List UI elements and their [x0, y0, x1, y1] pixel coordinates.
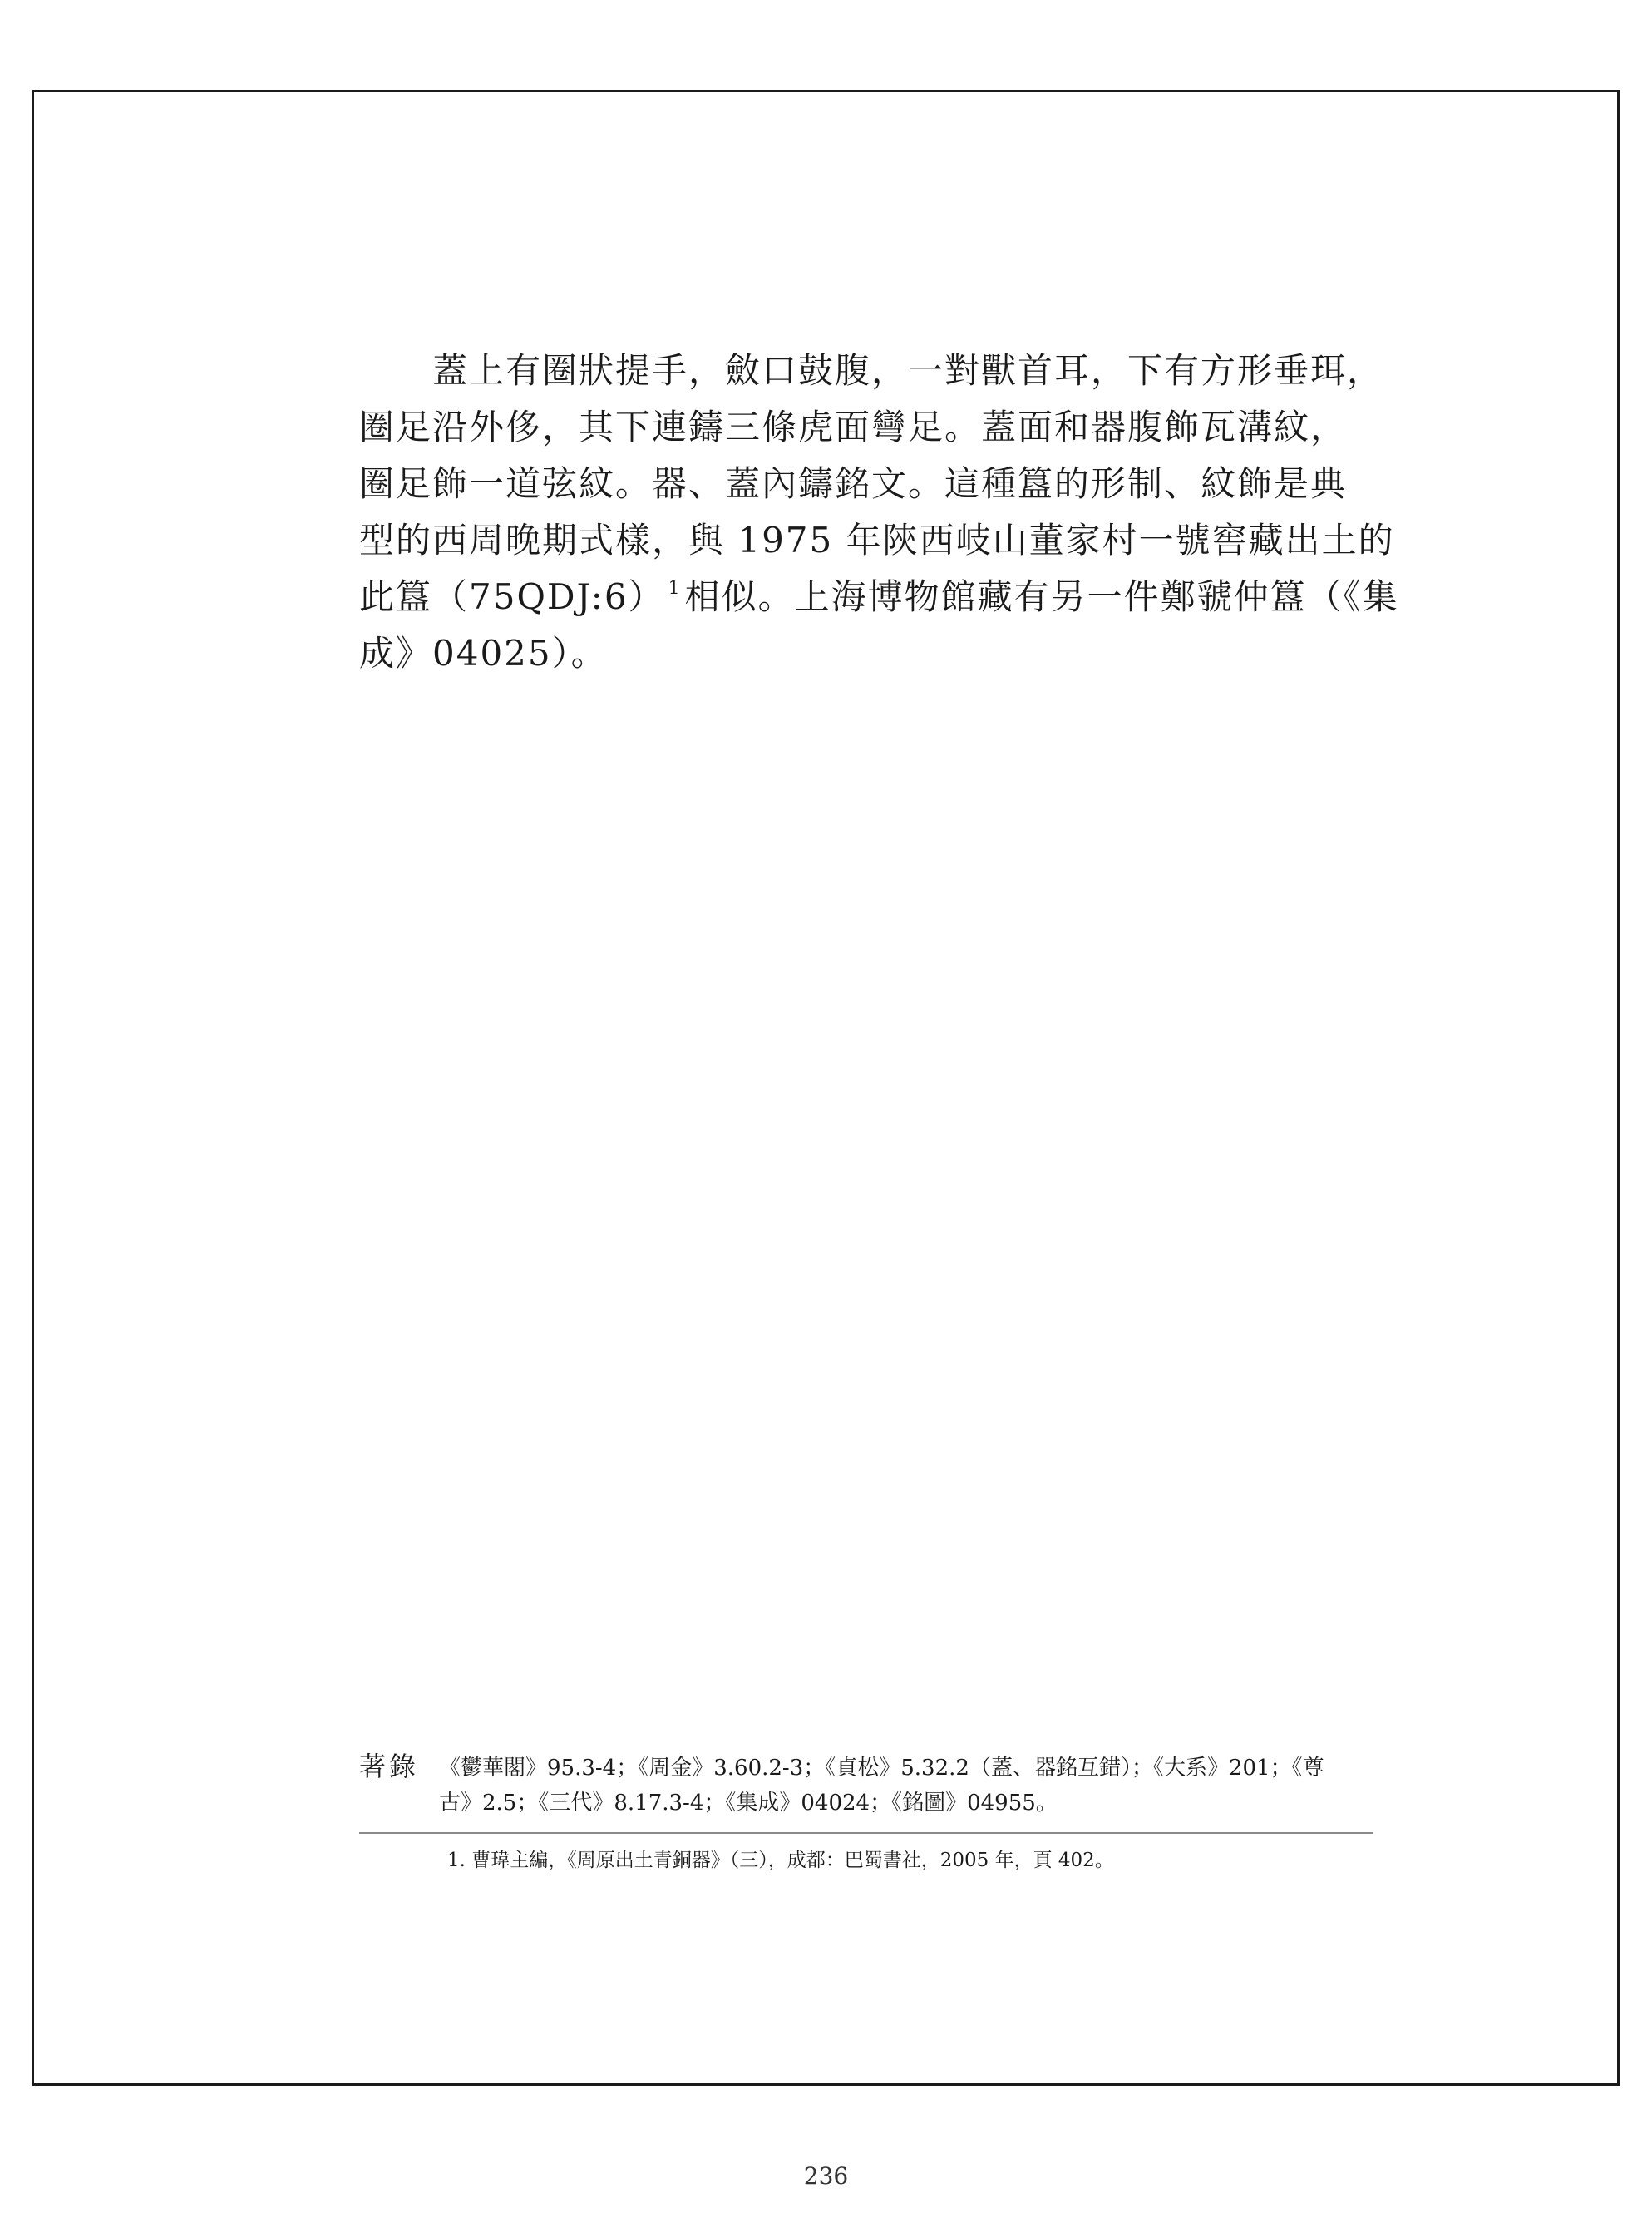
- body-line: 型的西周晚期式樣，與 1975 年陝西岐山董家村一號窖藏出土的: [359, 520, 1395, 561]
- body-paragraph: [359, 343, 1399, 682]
- records-line: 《鬱華閣》95.3-4；《周金》3.60.2-3；《貞松》5.32.2（蓋、器銘互錯）；《大系》201；《尊: [439, 1756, 1324, 1781]
- records-line: 古》2.5；《三代》8.17.3-4；《集成》04024；《銘圖》04955。: [439, 1791, 1058, 1815]
- records-text: [439, 1751, 1373, 1820]
- body-line: [359, 569, 1399, 625]
- body-line-part: 相似。上海博物館藏有另一件鄭虢仲簋（《集: [684, 576, 1399, 617]
- body-line: 成》04025）。: [359, 633, 608, 674]
- footnote-divider: [359, 1832, 1373, 1834]
- page-number: 236: [803, 2162, 849, 2190]
- body-line: 蓋上有圈狀提手，斂口鼓腹，一對獸首耳，下有方形垂珥，: [432, 350, 1384, 391]
- body-line: 圈足沿外侈，其下連鑄三條虎面彎足。蓋面和器腹飾瓦溝紋，: [359, 407, 1348, 447]
- records-label: 著錄: [359, 1751, 420, 1782]
- body-line-part: 此簋（75QDJ:6）: [359, 576, 665, 617]
- body-line: 圈足飾一道弦紋。器、蓋內鑄銘文。這種簋的形制、紋飾是典: [359, 463, 1348, 504]
- footnote: 1. 曹瑋主編，《周原出土青銅器》（三），成都：巴蜀書社，2005 年，頁 402。: [447, 1850, 1114, 1871]
- footnote-marker[interactable]: 1: [668, 578, 682, 599]
